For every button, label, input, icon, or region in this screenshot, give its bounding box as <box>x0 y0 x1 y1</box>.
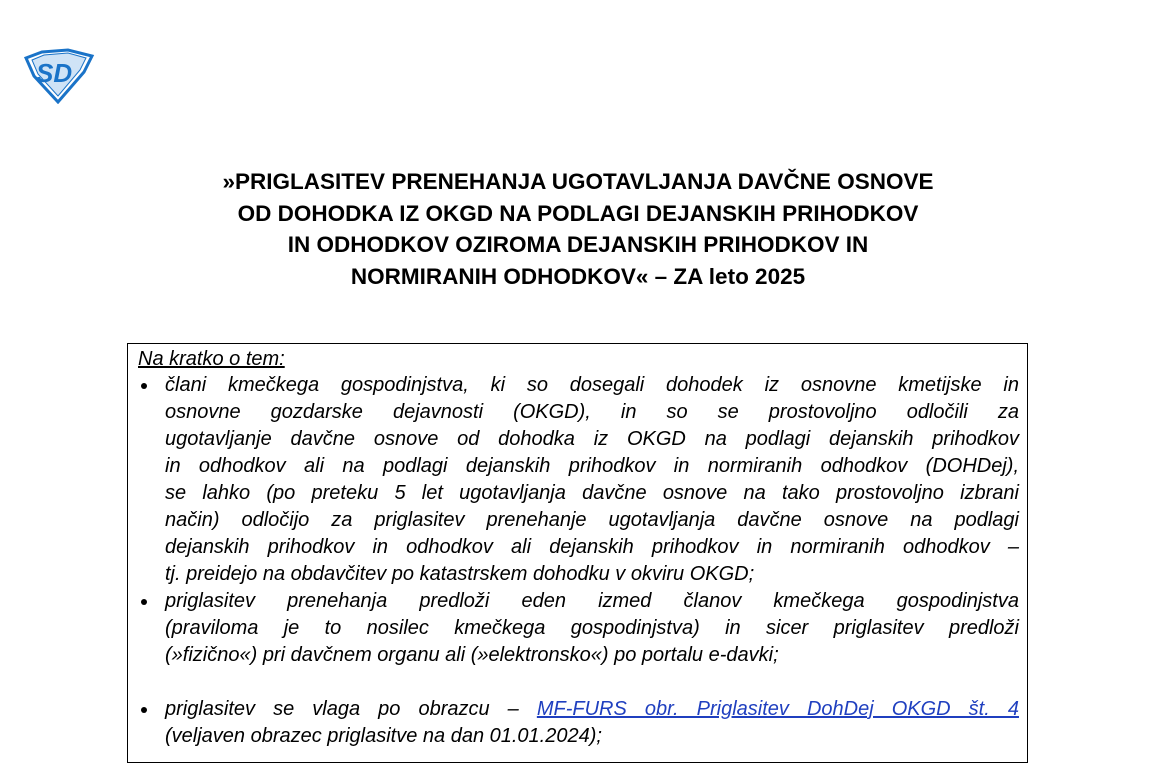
bullet3-line-2: (veljaven obrazec priglasitve na dan 01.01.2024); <box>165 725 602 747</box>
bullet-icon <box>141 383 147 389</box>
title-line-4: NORMIRANIH ODHODKOV« – ZA leto 2025 <box>350 263 806 289</box>
bullet2-line-2: (praviloma je to nosilec kmečkega gospodinjstva) in sicer priglasitev predloži <box>165 617 1019 639</box>
bullet1-line-6: način) odločijo za priglasitev prenehanje ugotavljanja davčne osnove na podlagi <box>165 509 1019 531</box>
bullet1-line-2: osnovne gozdarske dejavnosti (OKGD), in so se prostovoljno odločili za <box>165 401 1019 423</box>
bullet-icon <box>141 599 147 605</box>
summary-list <box>128 372 1027 750</box>
summary-heading: Na kratko o tem: <box>138 348 285 370</box>
list-item <box>128 372 1027 588</box>
bullet1-line-1: člani kmečkega gospodinjstva, ki so dosegali dohodek iz osnovne kmetijske in <box>165 374 1019 396</box>
document-title <box>130 166 1026 292</box>
shield-logo-icon <box>22 48 96 104</box>
bullet3-line-1 <box>165 696 1019 723</box>
logo-letters: SD <box>36 58 73 88</box>
list-spacer <box>128 669 1027 696</box>
bullet1-line-8: tj. preidejo na obdavčitev po katastrskem dohodku v okviru OKGD; <box>165 563 755 585</box>
list-item <box>128 588 1027 669</box>
form-link[interactable]: MF-FURS obr. Priglasitev DohDej OKGD št. 4 <box>536 698 1019 720</box>
bullet2-line-1: priglasitev prenehanja predloži eden izmed članov kmečkega gospodinjstva <box>165 590 1019 612</box>
bullet3-prefix: priglasitev se vlaga po obrazcu – <box>165 698 537 720</box>
bullet1-line-5: se lahko (po preteku 5 let ugotavljanja davčne osnove na tako prostovoljno izbrani <box>165 482 1019 504</box>
bullet-icon <box>141 707 147 713</box>
summary-box <box>127 343 1028 763</box>
bullet2-line-3: (»fizično«) pri davčnem organu ali (»elektronsko«) po portalu e-davki; <box>165 644 779 666</box>
title-line-2: OD DOHODKA IZ OKGD NA PODLAGI DEJANSKIH PRIHODKOV <box>237 200 919 226</box>
list-item <box>128 696 1027 750</box>
bullet1-line-3: ugotavljanje davčne osnove od dohodka iz OKGD na podlagi dejanskih prihodkov <box>165 428 1019 450</box>
title-line-1: »PRIGLASITEV PRENEHANJA UGOTAVLJANJA DAVČNE OSNOVE <box>222 169 934 194</box>
bullet1-line-7: dejanskih prihodkov in odhodkov ali dejanskih prihodkov in normiranih odhodkov – <box>165 536 1019 558</box>
title-line-3: IN ODHODKOV OZIROMA DEJANSKIH PRIHODKOV IN <box>287 232 869 257</box>
logo <box>22 48 96 104</box>
bullet1-line-4: in odhodkov ali na podlagi dejanskih prihodkov in normiranih odhodkov (DOHDej), <box>165 455 1019 477</box>
